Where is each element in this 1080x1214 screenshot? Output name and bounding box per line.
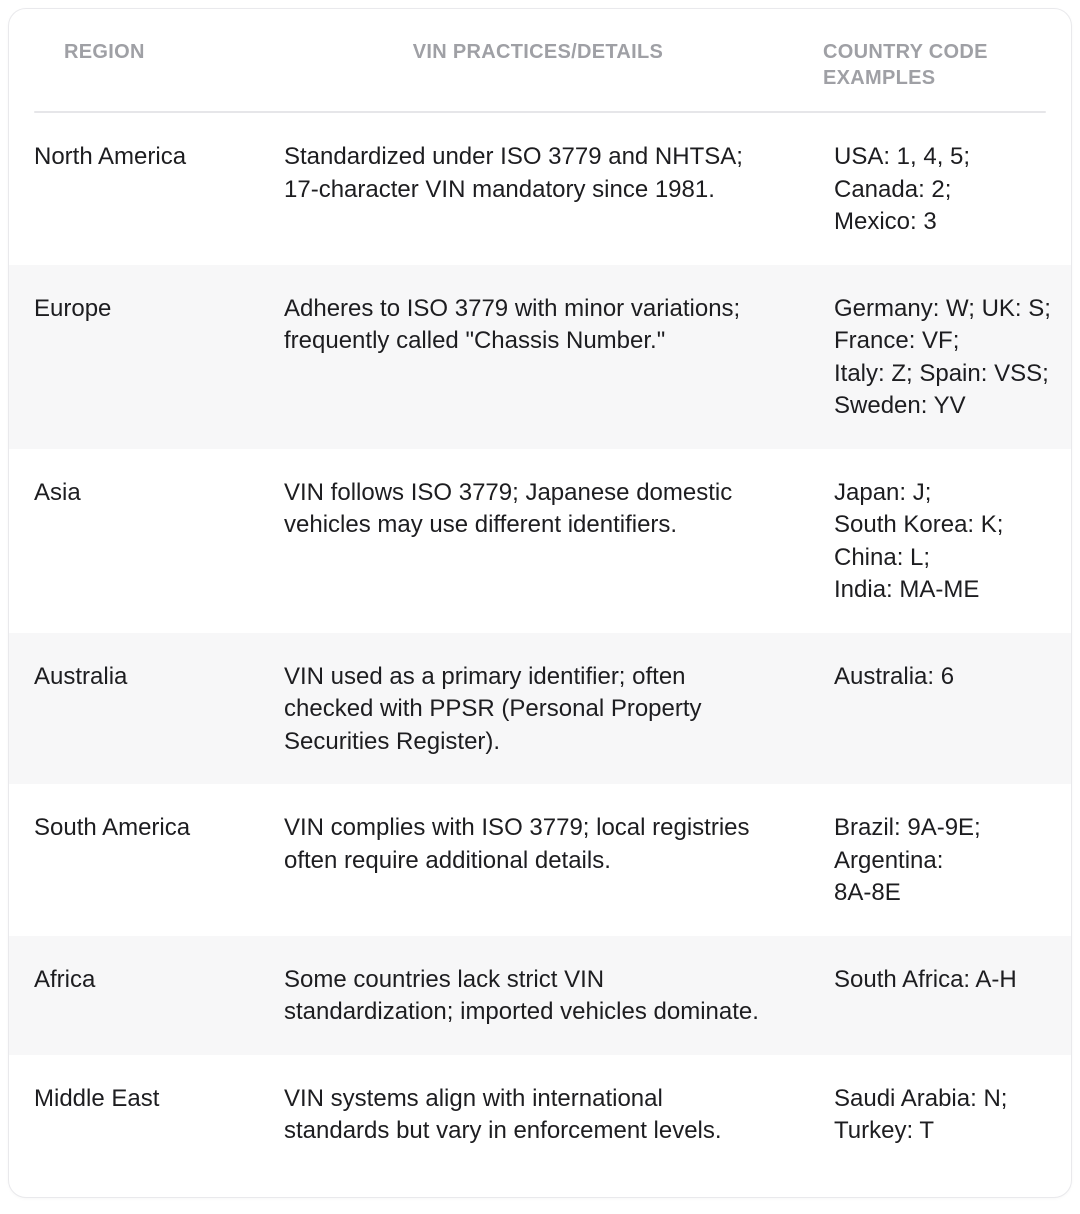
details-cell xyxy=(259,141,817,239)
table-row-africa xyxy=(9,936,1071,1055)
code-line: Brazil: 9A-9E; xyxy=(834,814,981,841)
codes-cell xyxy=(817,812,1071,910)
region-cell: Europe xyxy=(34,294,112,322)
table-row-south-america xyxy=(9,784,1071,936)
code-line: South Africa: A-H xyxy=(834,965,1017,993)
code-line: Italy: Z; Spain: VSS; xyxy=(834,359,1049,387)
details-cell xyxy=(259,964,817,1029)
details-line: 17-character VIN mandatory since 1981. xyxy=(284,175,715,203)
vin-regions-table-card xyxy=(8,8,1072,1198)
codes-cell xyxy=(817,141,1071,239)
code-line: Germany: W; UK: S; xyxy=(834,294,1051,322)
table-row-north-america xyxy=(9,113,1071,265)
details-line: VIN used as a primary identifier; often xyxy=(284,662,686,690)
details-line: VIN complies with ISO 3779; local registries xyxy=(284,814,750,841)
code-line: Argentina: xyxy=(834,846,944,874)
details-line: Some countries lack strict VIN xyxy=(284,965,605,993)
codes-cell xyxy=(817,964,1071,1029)
code-line: USA: 1, 4, 5; xyxy=(834,143,971,170)
code-line: Canada: 2; xyxy=(834,175,952,203)
table-row-australia xyxy=(9,633,1071,785)
details-cell xyxy=(259,293,817,423)
details-line: VIN follows ISO 3779; Japanese domestic xyxy=(284,478,733,506)
details-cell xyxy=(259,661,817,759)
region-cell: Africa xyxy=(34,965,96,993)
code-line: South Korea: K; xyxy=(834,511,1004,538)
column-header-vin-practices: VIN PRACTICES/DETAILS xyxy=(412,41,664,63)
code-line: Australia: 6 xyxy=(834,662,955,690)
code-line: France: VF; xyxy=(834,327,960,354)
region-cell: South America xyxy=(34,814,191,841)
region-cell: Middle East xyxy=(34,1084,160,1112)
region-cell: Asia xyxy=(34,478,81,506)
details-line: often require additional details. xyxy=(284,846,611,874)
code-line: Saudi Arabia: N; xyxy=(834,1084,1008,1112)
table-row-middle-east xyxy=(9,1055,1071,1174)
codes-cell xyxy=(817,661,1071,759)
code-line: China: L; xyxy=(834,543,931,571)
details-line: standards but vary in enforcement levels. xyxy=(284,1117,722,1144)
table-row-asia xyxy=(9,449,1071,633)
table-header-row xyxy=(9,9,1071,111)
region-cell: North America xyxy=(34,143,187,170)
column-header-country-codes: COUNTRY CODE EXAMPLES xyxy=(823,41,988,89)
codes-cell xyxy=(817,1083,1071,1148)
details-line: Adheres to ISO 3779 with minor variations; xyxy=(284,294,741,322)
code-line: Sweden: YV xyxy=(834,392,966,419)
code-line: Mexico: 3 xyxy=(834,208,937,235)
code-line: 8A-8E xyxy=(834,879,901,906)
details-line: vehicles may use different identifiers. xyxy=(284,511,678,538)
code-line: India: MA-ME xyxy=(834,576,980,603)
details-line: standardization; imported vehicles dominate. xyxy=(284,998,759,1025)
details-line: frequently called "Chassis Number." xyxy=(284,327,666,354)
details-line: Securities Register). xyxy=(284,727,501,755)
column-header-region: REGION xyxy=(64,41,145,63)
code-line: Japan: J; xyxy=(834,478,932,506)
details-line: checked with PPSR (Personal Property xyxy=(284,695,702,722)
details-line: VIN systems align with international xyxy=(284,1084,663,1112)
details-line: Standardized under ISO 3779 and NHTSA; xyxy=(284,143,743,170)
details-cell xyxy=(259,1083,817,1148)
codes-cell xyxy=(817,293,1071,423)
codes-cell xyxy=(817,477,1071,607)
table-row-europe xyxy=(9,265,1071,449)
code-line: Turkey: T xyxy=(834,1117,935,1144)
details-cell xyxy=(259,477,817,607)
details-cell xyxy=(259,812,817,910)
region-cell: Australia xyxy=(34,662,128,690)
